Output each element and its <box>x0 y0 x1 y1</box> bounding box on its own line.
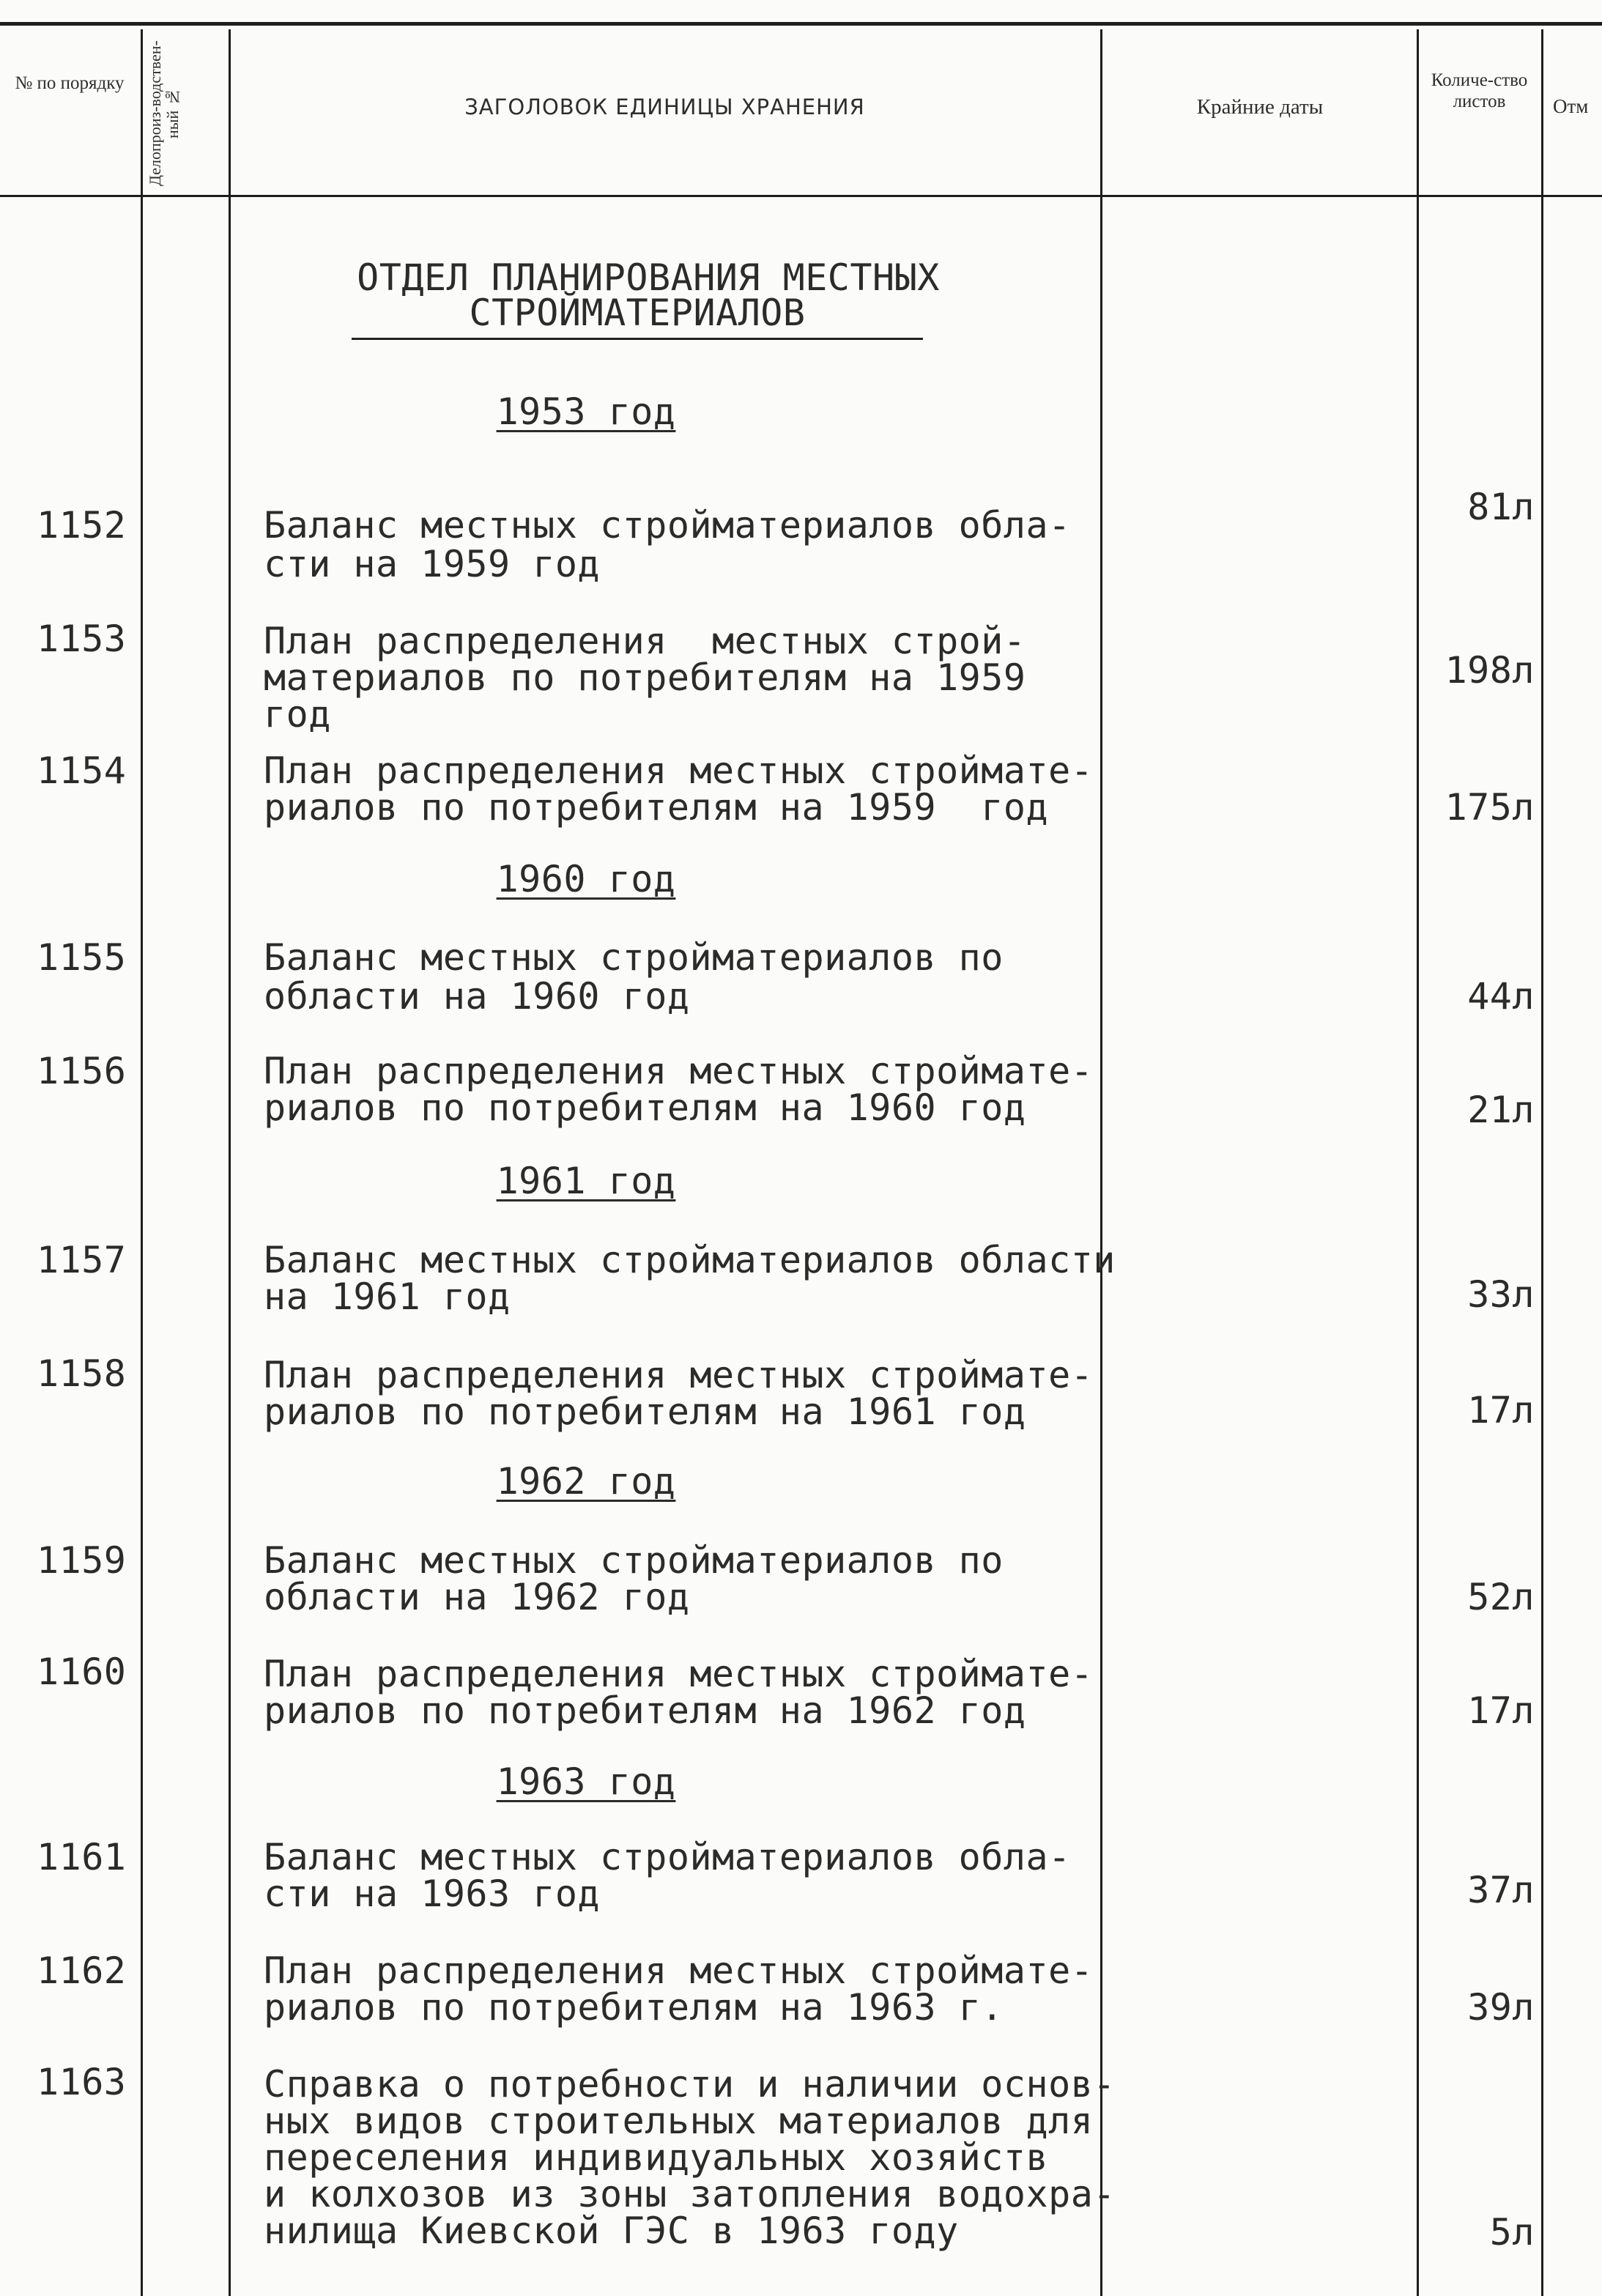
row-title-line: области на 1960 год <box>264 975 690 1018</box>
row-number: 1159 <box>37 1539 127 1582</box>
row-sheets: 198л <box>1445 649 1535 692</box>
row-number: 1155 <box>37 936 127 979</box>
row-title-line: области на 1962 год <box>264 1576 690 1618</box>
row-title-line: План распределения местных стройматe- <box>264 1653 1094 1695</box>
header-col-notes: Отм <box>1553 95 1589 117</box>
header-col-title: ЗАГОЛОВОК ЕДИНИЦЫ ХРАНЕНИЯ <box>464 95 865 119</box>
row-title-line: переселения индивидуальных хозяйств <box>264 2136 1049 2179</box>
col-divider-1 <box>141 29 143 2296</box>
row-number: 1160 <box>37 1651 127 1693</box>
row-title-line: и колхозов из зоны затопления водохра- <box>264 2173 1116 2215</box>
row-sheets: 175л <box>1445 786 1535 829</box>
row-sheets: 17л <box>1467 1389 1535 1432</box>
row-sheets: 44л <box>1467 975 1535 1018</box>
row-title-line: Баланс местных стройматериалов по <box>264 936 1004 979</box>
header-col-office-num: Делопроиз-водствен-ный № <box>146 40 182 187</box>
row-sheets: 81л <box>1467 486 1535 528</box>
row-title-line: Баланс местных стройматериалов обла- <box>264 1836 1071 1878</box>
row-number: 1156 <box>37 1050 127 1092</box>
col-divider-5 <box>1541 29 1543 2296</box>
year-heading-1960: 1960 год <box>496 858 676 900</box>
col-divider-3 <box>1100 29 1102 2296</box>
row-title-line: Баланс местных стройматериалов по <box>264 1539 1004 1582</box>
row-title-line: риалов по потребителям на 1963 г. <box>264 1986 1004 2029</box>
row-title-line: План распределения местных стройматe- <box>264 1050 1094 1092</box>
row-title-line: материалов по потребителям на 1959 <box>264 656 1026 699</box>
row-title-line: ных видов строительных материалов для <box>264 2100 1094 2142</box>
row-sheets: 33л <box>1467 1273 1535 1316</box>
row-sheets: 39л <box>1467 1986 1535 2029</box>
year-heading-1961: 1961 год <box>496 1160 676 1202</box>
header-col-sheets: Количе-ство листов <box>1431 70 1528 111</box>
department-title-line2: СТРОЙМАТЕРИАЛОВ <box>352 293 923 340</box>
row-title-line: риалов по потребителям на 1961 год <box>264 1390 1026 1433</box>
header-bottom-border <box>0 195 1602 197</box>
row-sheets: 5л <box>1489 2211 1535 2254</box>
year-heading-1963: 1963 год <box>496 1760 676 1803</box>
row-sheets: 37л <box>1467 1869 1535 1911</box>
top-border <box>0 22 1602 26</box>
row-sheets: 52л <box>1467 1576 1535 1618</box>
row-title-line: риалов по потребителям на 1962 год <box>264 1689 1026 1732</box>
header-col-num: № по порядку <box>15 73 125 93</box>
row-title-line: План распределения местных стройматe- <box>264 1354 1094 1396</box>
department-title-line1: ОТДЕЛ ПЛАНИРОВАНИЯ МЕСТНЫХ <box>357 256 940 299</box>
year-heading-1962: 1962 год <box>496 1460 676 1503</box>
row-title-line: риалов по потребителям на 1959 год <box>264 786 1049 829</box>
row-title-line: Баланс местных стройматериалов обла- <box>264 504 1071 547</box>
row-number: 1157 <box>37 1239 127 1281</box>
row-title-line: сти на 1959 год <box>264 543 601 585</box>
row-title-line: на 1961 год <box>264 1275 511 1318</box>
row-number: 1158 <box>37 1352 127 1395</box>
row-number: 1153 <box>37 618 127 660</box>
row-number: 1154 <box>37 749 127 792</box>
col-divider-2 <box>229 29 231 2296</box>
row-title-line: год <box>264 693 331 736</box>
row-title-line: нилища Киевской ГЭС в 1963 году <box>264 2210 959 2252</box>
row-title-line: План распределения местных стройматe- <box>264 1949 1094 1992</box>
row-number: 1161 <box>37 1836 127 1878</box>
row-title-line: Справка о потребности и наличии основ- <box>264 2063 1116 2106</box>
row-title-line: риалов по потребителям на 1960 год <box>264 1086 1026 1129</box>
col-divider-4 <box>1417 29 1419 2296</box>
row-sheets: 17л <box>1467 1689 1535 1732</box>
row-sheets: 21л <box>1467 1089 1535 1131</box>
row-title-line: Баланс местных стройматериалов области <box>264 1239 1116 1281</box>
row-title-line: сти на 1963 год <box>264 1873 601 1915</box>
row-number: 1162 <box>37 1949 127 1992</box>
row-title-line: План распределения местных строй- <box>264 620 1026 662</box>
row-number: 1163 <box>37 2061 127 2103</box>
year-heading-1953: 1953 год <box>496 390 676 433</box>
header-col-dates: Крайние даты <box>1196 95 1324 119</box>
row-number: 1152 <box>37 504 127 547</box>
row-title-line: План распределения местных стройматe- <box>264 749 1094 792</box>
